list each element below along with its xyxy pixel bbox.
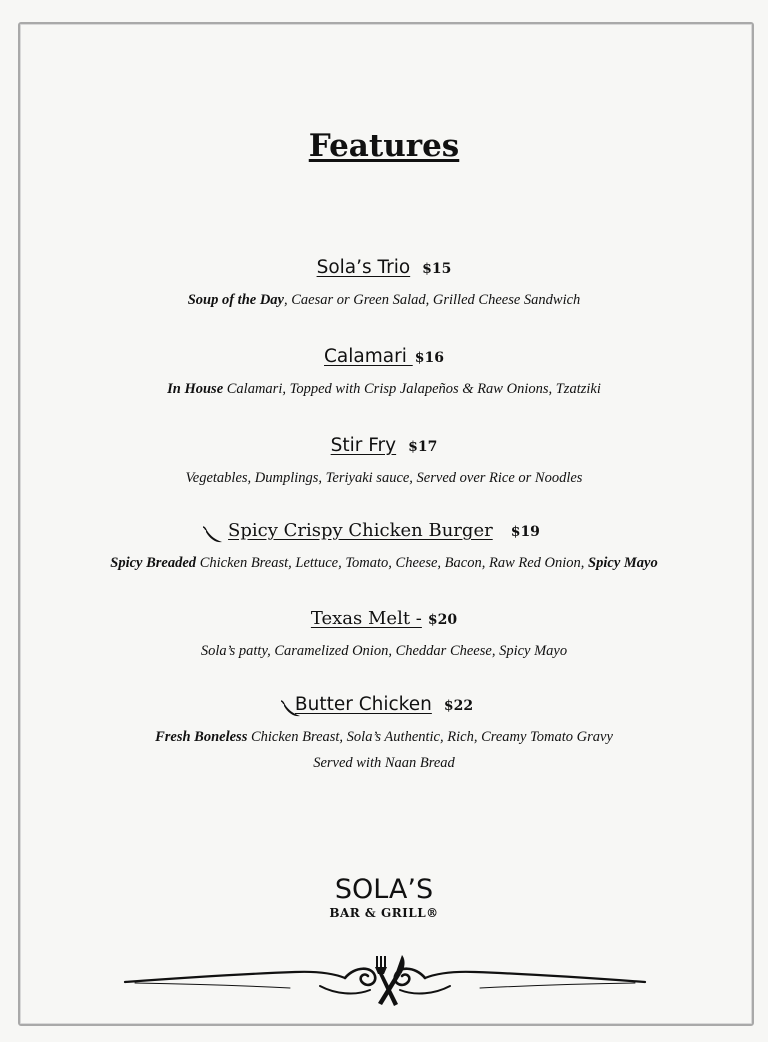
menu-item-description [0,287,768,313]
desc-segment: Spicy Mayo [588,555,658,571]
menu-item [0,606,768,664]
menu-item-name: Stir Fry [330,435,397,456]
menu-item [0,344,768,402]
menu-item-description [0,724,768,750]
menu-item-name: Spicy Crispy Chicken Burger [228,520,493,541]
menu-item-description [0,638,768,664]
menu-item-description-line2: Served with Naan Bread [313,755,455,771]
chili-pepper-icon [203,526,225,546]
menu-item [0,255,768,313]
desc-segment: Chicken Breast, Lettuce, Tomato, Cheese, Bacon, Raw Red Onion, [196,555,589,571]
menu-item-heading [0,433,768,459]
menu-item-name: Calamari [324,346,413,367]
menu-item-name: Sola’s Trio [316,257,411,278]
chili-pepper-icon [281,700,303,720]
menu-item-heading [0,255,768,281]
menu-item-heading [0,606,768,632]
menu-item-description [0,376,768,402]
menu-item-price: $22 [443,698,474,714]
menu-item-description [0,550,768,576]
logo-subtitle: BAR & GRILL® [329,906,439,920]
menu-item-price: $20 [427,612,458,628]
menu-item-price: $15 [422,261,452,277]
menu-item-price: $19 [510,524,540,540]
desc-segment: Calamari, Topped with Crisp Jalapeños & Raw Onions, Tzatziki [223,381,601,397]
logo-name: SOLA’S [334,874,434,905]
desc-segment: Vegetables, Dumplings, Teriyaki sauce, Served over Rice or Noodles [185,470,583,486]
menu-item-price: $17 [408,439,438,455]
restaurant-logo [0,876,768,920]
desc-segment: , Caesar or Green Salad, Grilled Cheese Sandwich [284,292,581,308]
desc-segment: Soup of the Day [187,292,284,308]
menu-item-heading [0,518,768,544]
fork-knife-flourish-icon [120,952,650,1012]
desc-segment: Fresh Boneless [155,729,248,745]
menu-item [0,518,768,576]
desc-segment: Spicy Breaded [110,555,197,571]
desc-segment: Sola’s patty, Caramelized Onion, Cheddar Cheese, Spicy Mayo [200,643,568,659]
menu-item-name: Texas Melt - [310,608,422,629]
menu-item-name: Butter Chicken [294,694,432,715]
menu-item [0,692,768,776]
menu-item [0,433,768,491]
menu-title: Features [308,128,460,164]
desc-segment: In House [167,381,224,397]
menu-item-price: $16 [414,350,444,366]
menu-item-heading [0,344,768,370]
desc-segment: Chicken Breast, Sola’s Authentic, Rich, Creamy Tomato Gravy [247,729,613,745]
menu-item-heading [0,692,768,718]
menu-item-description [0,465,768,491]
